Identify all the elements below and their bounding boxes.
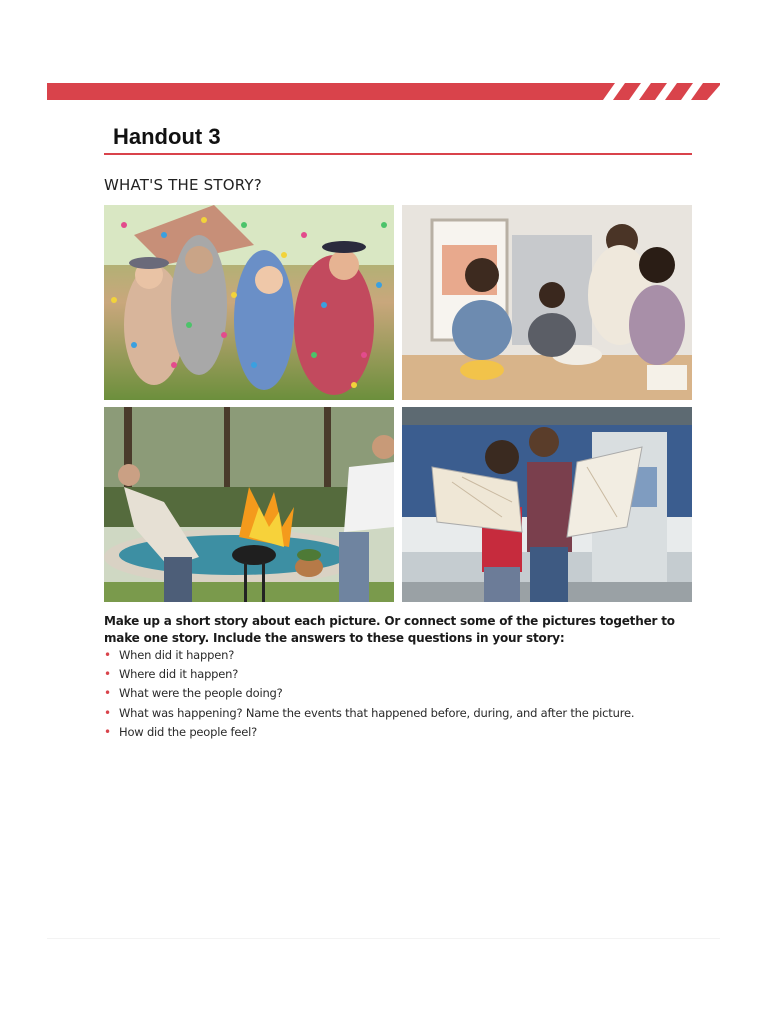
list-item: • What was happening? Name the events that happened before, during, and after the picture. [104, 704, 694, 723]
list-item: • When did it happen? [104, 646, 694, 665]
list-item: • What were the people doing? [104, 684, 694, 703]
title-divider [104, 153, 692, 155]
list-item: • Where did it happen? [104, 665, 694, 684]
bullet-icon: • [104, 686, 111, 701]
footer-divider [47, 938, 720, 939]
kitchen-photo [402, 205, 692, 400]
bullet-icon: • [104, 667, 111, 682]
list-item: • How did the people feel? [104, 723, 694, 742]
section-heading: WHAT'S THE STORY? [104, 176, 262, 194]
instructions-text: Make up a short story about each picture. Or connect some of the pictures together to make one story. Include the answers to these questions in your story: [104, 614, 675, 645]
page-title: Handout 3 [113, 124, 221, 149]
barbecue-photo [104, 407, 394, 602]
bullet-icon: • [104, 724, 111, 739]
party-photo [104, 205, 394, 400]
bullet-icon: • [104, 648, 111, 662]
bullet-icon: • [104, 705, 111, 720]
question-list [104, 646, 694, 742]
header-decorative-bar [47, 83, 720, 100]
map-photo [402, 407, 692, 602]
